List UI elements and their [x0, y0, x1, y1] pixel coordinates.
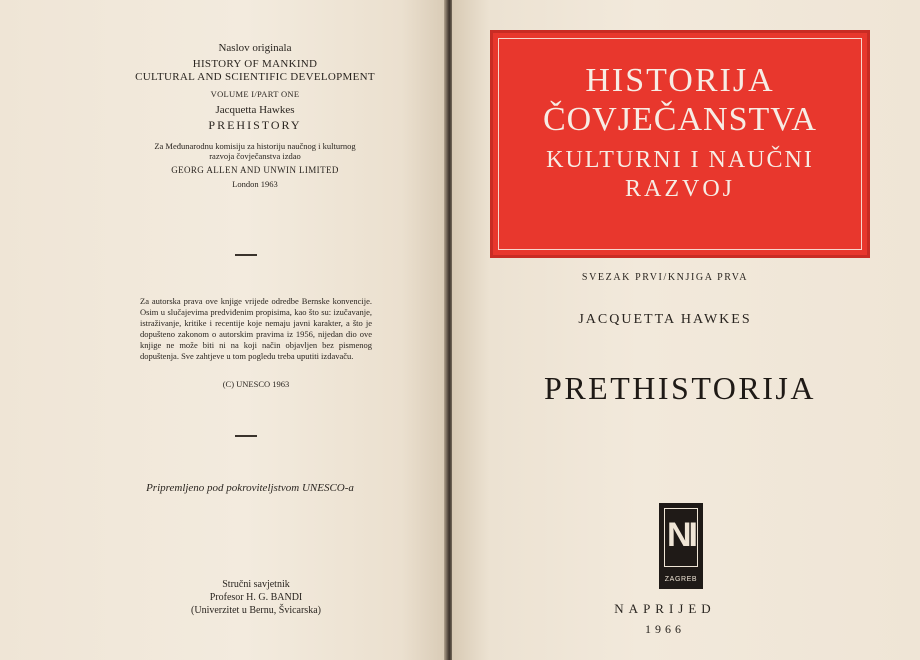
original-heading: Naslov originala — [218, 42, 292, 54]
series-banner-frame — [498, 38, 862, 250]
banner-line4: RAZVOJ — [624, 176, 735, 202]
original-volume: VOLUME I/PART ONE — [210, 89, 300, 99]
series-banner — [490, 30, 870, 258]
original-title-block — [130, 42, 380, 189]
original-place-year: London 1963 — [232, 179, 278, 189]
copyright-text: Za autorska prava ove knjige vrijede odredbe Bernske konvencije. Osim u slučajevima predviđenim propisima, kao što su: izučavanje, istraživanje, kritike i recentije koje nemaju javni karakter, a što je dopušteno zakonom o autorskim pravima iz 1956, nijedan dio ove knjige ne može biti ni na koji način objavljen bez pismenog dopuštenja. Sve zahtjeve u tom pogledu treba uputiti izdavaču. — [140, 296, 372, 361]
sponsor-line: Pripremljeno pod pokroviteljstvom UNESCO-a — [146, 482, 354, 494]
copyright-notice: (C) UNESCO 1963 — [222, 379, 290, 389]
divider-rule — [235, 254, 257, 256]
publication-year: 1966 — [645, 622, 685, 636]
banner-line3: KULTURNI I NAUČNI — [546, 147, 814, 173]
series-title-line1: HISTORY OF MANKIND — [192, 58, 318, 70]
author-name: JACQUETTA HAWKES — [578, 312, 752, 327]
series-title-line2: CULTURAL AND SCIENTIFIC DEVELOPMENT — [135, 71, 375, 83]
volume-line: SVEZAK PRVI/KNJIGA PRVA — [581, 272, 749, 283]
left-page — [0, 0, 446, 660]
right-page — [452, 0, 920, 660]
advisor-role: Stručni savjetnik — [222, 579, 290, 590]
book-title: PRETHISTORIJA — [544, 370, 816, 406]
banner-line2: ČOVJEČANSTVA — [543, 101, 817, 138]
advisor-affiliation: (Univerzitet u Bernu, Švicarska) — [191, 605, 321, 616]
advisor-name: Profesor H. G. BANDI — [209, 592, 303, 603]
commission-text: Za Međunarodnu komisiju za historiju naučnog i kulturnog razvoja čovječanstva izdao — [154, 141, 356, 161]
original-title: PREHISTORY — [208, 118, 302, 132]
advisor-block — [140, 578, 372, 617]
original-author: Jacquetta Hawkes — [215, 104, 295, 116]
logo-letters: NI — [667, 516, 695, 554]
banner-line1: HISTORIJA — [585, 62, 775, 99]
publisher-name: NAPRIJED — [614, 601, 716, 616]
original-publisher: GEORG ALLEN AND UNWIN LIMITED — [171, 165, 339, 175]
logo-city: ZAGREB — [664, 576, 698, 583]
publisher-logo — [659, 503, 703, 589]
divider-rule — [235, 435, 257, 437]
